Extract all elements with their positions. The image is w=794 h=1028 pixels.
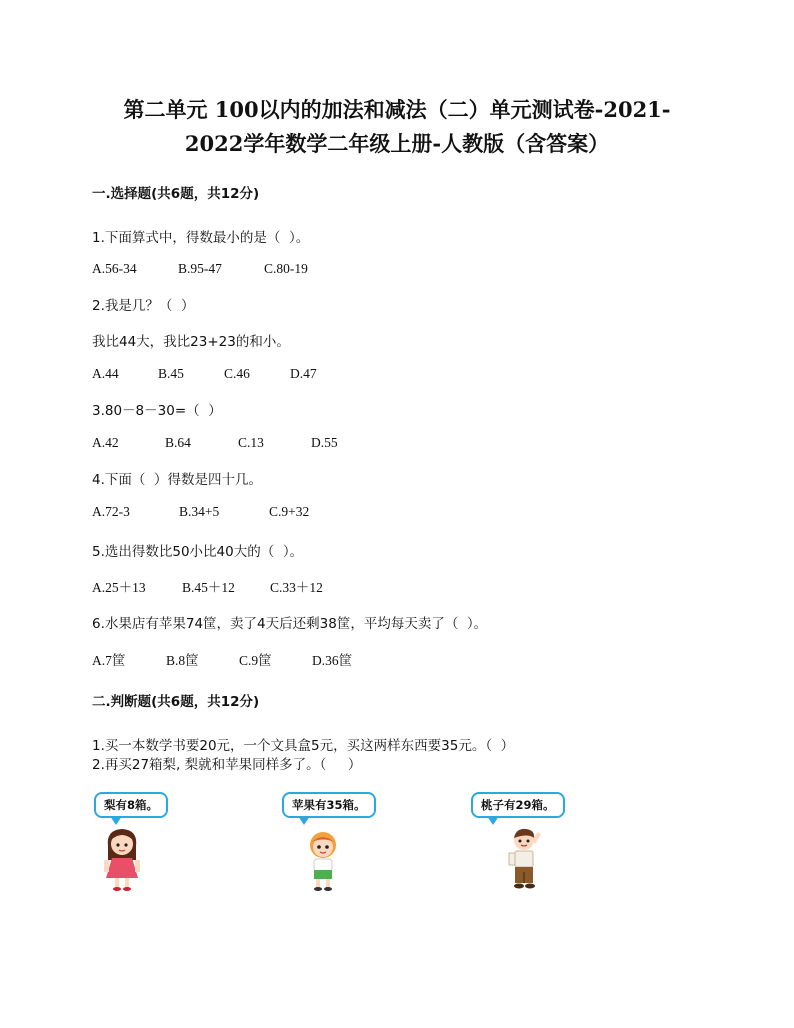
girl-figure-icon — [100, 826, 144, 892]
document-title-line2: 2022学年数学二年级上册-人教版（含答案） — [184, 131, 610, 156]
question-4-stem: 4.下面（ ）得数是四十几。 — [92, 472, 262, 488]
option: C.46 — [224, 366, 250, 381]
judge-question-1: 1.买一本数学书要20元，一个文具盒5元，买这两样东西要35元。（ ） — [92, 738, 515, 754]
question-2-options — [92, 366, 317, 382]
option: A.42 — [92, 435, 119, 450]
section2-heading: 二.判断题(共6题，共12分) — [92, 694, 260, 710]
speech-bubble-pear: 梨有8箱。 — [94, 792, 168, 818]
option: B.64 — [165, 435, 191, 450]
question-1-options — [92, 261, 308, 277]
option: A.56-34 — [92, 261, 137, 276]
judge-question-2: 2.再买27箱梨, 梨就和苹果同样多了。（ ） — [92, 757, 362, 773]
option: B.95-47 — [178, 261, 222, 276]
option: A.7筐 — [92, 653, 126, 668]
document-title-line1: 第二单元 100以内的加法和减法（二）单元测试卷-2021- — [123, 97, 671, 122]
question-6-options — [92, 649, 352, 669]
option: C.13 — [238, 435, 264, 450]
option: D.55 — [311, 435, 338, 450]
option: B.8筐 — [166, 653, 199, 668]
option: C.9筐 — [239, 653, 272, 668]
question-4-options — [92, 504, 309, 520]
question-3-stem: 3.80－8－30=（ ） — [92, 403, 222, 419]
question-1-stem: 1.下面算式中，得数最小的是（ ）。 — [92, 230, 310, 246]
boy-figure-icon — [502, 826, 546, 892]
child-figure-icon — [302, 828, 344, 892]
question-3-options — [92, 435, 338, 451]
section1-heading: 一.选择题(共6题，共12分) — [92, 186, 260, 202]
option: A.44 — [92, 366, 119, 381]
option: C.33＋12 — [270, 580, 323, 595]
question-2-detail: 我比44大，我比23+23的和小。 — [92, 334, 290, 350]
option: B.45 — [158, 366, 184, 381]
option: C.80-19 — [264, 261, 308, 276]
option: B.34+5 — [179, 504, 220, 519]
option: A.25＋13 — [92, 580, 146, 595]
option: D.36筐 — [312, 653, 353, 668]
option: B.45＋12 — [182, 580, 235, 595]
speech-bubble-peach: 桃子有29箱。 — [471, 792, 565, 818]
option: A.72-3 — [92, 504, 130, 519]
question-5-stem: 5.选出得数比50小比40大的（ ）。 — [92, 544, 304, 560]
speech-bubble-apple: 苹果有35箱。 — [282, 792, 376, 818]
question-5-options — [92, 576, 323, 596]
option: C.9+32 — [269, 504, 310, 519]
question-6-stem: 6.水果店有苹果74筐，卖了4天后还剩38筐，平均每天卖了（ ）。 — [92, 616, 488, 632]
option: D.47 — [290, 366, 317, 381]
question-2-stem: 2.我是几？（ ） — [92, 298, 195, 314]
